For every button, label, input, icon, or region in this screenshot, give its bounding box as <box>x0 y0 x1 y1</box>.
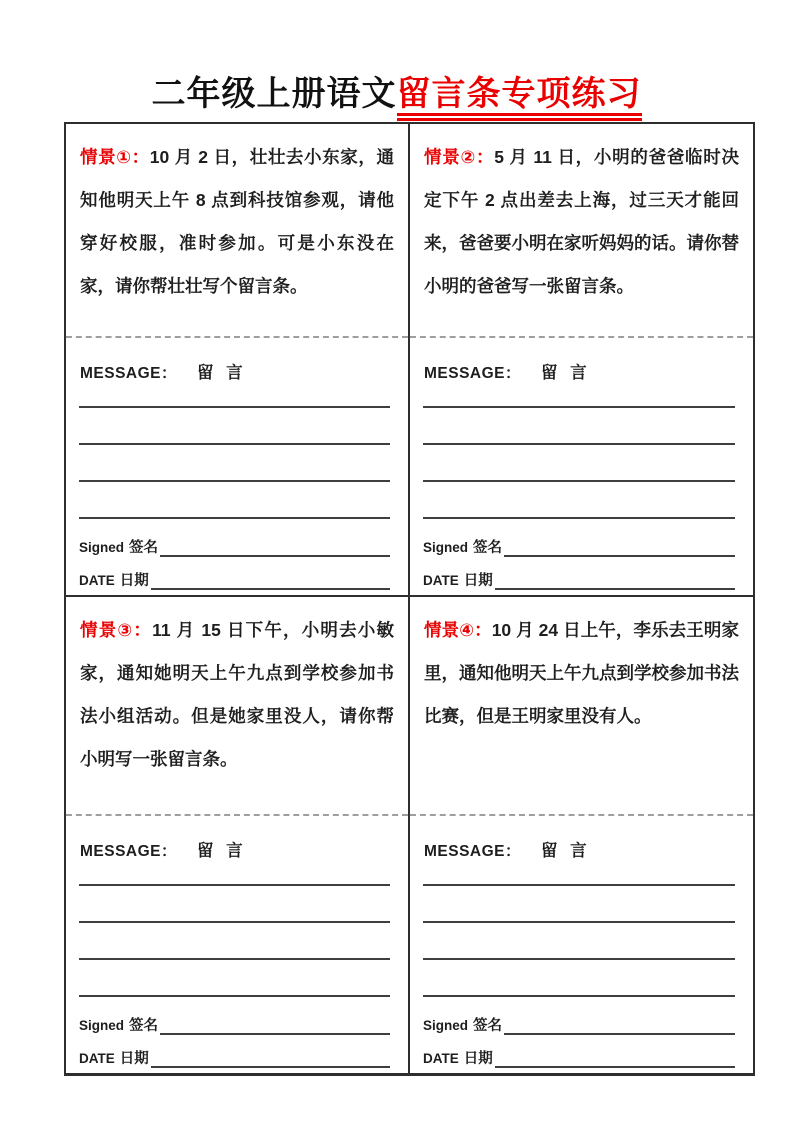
signed-row <box>79 1013 390 1035</box>
scenario-label: 情景②： <box>424 147 495 167</box>
date-label-cn: 日期 <box>119 573 149 589</box>
message-heading <box>80 840 394 862</box>
worksheet-grid <box>64 122 755 1076</box>
date-label-cn: 日期 <box>463 1051 493 1067</box>
scenario-text <box>410 124 753 336</box>
date-label-en: DATE <box>423 573 459 588</box>
section-divider <box>66 336 408 338</box>
section-divider <box>66 814 408 816</box>
write-line <box>79 408 390 445</box>
date-row <box>423 1046 735 1068</box>
message-label-cn: 留 言 <box>541 842 591 860</box>
write-line <box>423 445 735 482</box>
date-row <box>79 1046 390 1068</box>
signed-row <box>423 535 735 557</box>
date-line <box>151 570 390 590</box>
title-prefix: 二年级上册语文 <box>151 75 397 113</box>
signed-line <box>504 537 735 557</box>
scenario-cell-2 <box>410 124 753 597</box>
scenario-text <box>66 597 408 814</box>
write-line <box>423 482 735 519</box>
message-label-en: MESSAGE： <box>80 365 178 382</box>
message-lines <box>79 862 390 997</box>
write-line <box>423 960 735 997</box>
signed-line <box>160 1015 390 1035</box>
signed-line <box>504 1015 735 1035</box>
date-row <box>423 568 735 590</box>
write-line <box>423 384 735 408</box>
scenario-body: 10 月 2 日，壮壮去小东家，通知他明天上午 8 点到科技馆参观，请他穿好校服，准时参加。可是小东没在家，请你帮壮壮写个留言条。 <box>80 147 394 296</box>
write-line <box>79 862 390 886</box>
scenario-cell-1 <box>66 124 410 597</box>
scenario-body: 5 月 11 日，小明的爸爸临时决定下午 2 点出差去上海，过三天才能回来，爸爸要小明在家听妈妈的话。请你替小明的爸爸写一张留言条。 <box>424 147 739 296</box>
signed-line <box>160 537 390 557</box>
write-line <box>79 384 390 408</box>
signed-label-en: Signed <box>79 1018 125 1033</box>
message-lines <box>423 384 735 519</box>
section-divider <box>410 814 753 816</box>
write-line <box>79 923 390 960</box>
date-line <box>495 1048 735 1068</box>
signed-label-cn: 签名 <box>473 1018 503 1034</box>
signed-label-cn: 签名 <box>129 1018 159 1034</box>
scenario-label: 情景③： <box>80 620 153 640</box>
date-row <box>79 568 390 590</box>
scenario-cell-3 <box>66 597 410 1073</box>
signed-label-en: Signed <box>423 1018 469 1033</box>
message-heading <box>80 362 394 384</box>
date-label-cn: 日期 <box>463 573 493 589</box>
message-lines <box>423 862 735 997</box>
message-label-en: MESSAGE： <box>80 843 178 860</box>
message-heading <box>424 840 739 862</box>
write-line <box>423 862 735 886</box>
scenario-label: 情景①： <box>80 147 150 167</box>
date-label-cn: 日期 <box>119 1051 149 1067</box>
message-label-en: MESSAGE： <box>424 843 522 860</box>
section-divider <box>410 336 753 338</box>
date-line <box>495 570 735 590</box>
write-line <box>423 886 735 923</box>
write-line <box>423 923 735 960</box>
title-highlight: 留言条专项练习 <box>397 75 642 121</box>
signed-label-cn: 签名 <box>129 540 159 556</box>
scenario-body: 11 月 15 日下午，小明去小敏家，通知她明天上午九点到学校参加书法小组活动。但是她家里没人，请你帮小明写一张留言条。 <box>80 620 394 769</box>
write-line <box>79 445 390 482</box>
date-line <box>151 1048 390 1068</box>
page-title <box>0 66 793 115</box>
scenario-body: 10 月 24 日上午，李乐去王明家里，通知他明天上午九点到学校参加书法比赛，但是王明家里没有人。 <box>424 620 739 726</box>
message-lines <box>79 384 390 519</box>
signed-row <box>79 535 390 557</box>
scenario-label: 情景④： <box>424 620 492 640</box>
message-label-cn: 留 言 <box>541 364 591 382</box>
write-line <box>79 482 390 519</box>
date-label-en: DATE <box>79 1051 115 1066</box>
scenario-text <box>66 124 408 336</box>
signed-label-en: Signed <box>423 540 469 555</box>
write-line <box>79 960 390 997</box>
signed-row <box>423 1013 735 1035</box>
message-label-cn: 留 言 <box>197 842 247 860</box>
date-label-en: DATE <box>79 573 115 588</box>
scenario-text <box>410 597 753 814</box>
message-heading <box>424 362 739 384</box>
message-label-cn: 留 言 <box>197 364 247 382</box>
signed-label-en: Signed <box>79 540 125 555</box>
date-label-en: DATE <box>423 1051 459 1066</box>
write-line <box>79 886 390 923</box>
message-label-en: MESSAGE： <box>424 365 522 382</box>
write-line <box>423 408 735 445</box>
scenario-cell-4 <box>410 597 753 1073</box>
signed-label-cn: 签名 <box>473 540 503 556</box>
